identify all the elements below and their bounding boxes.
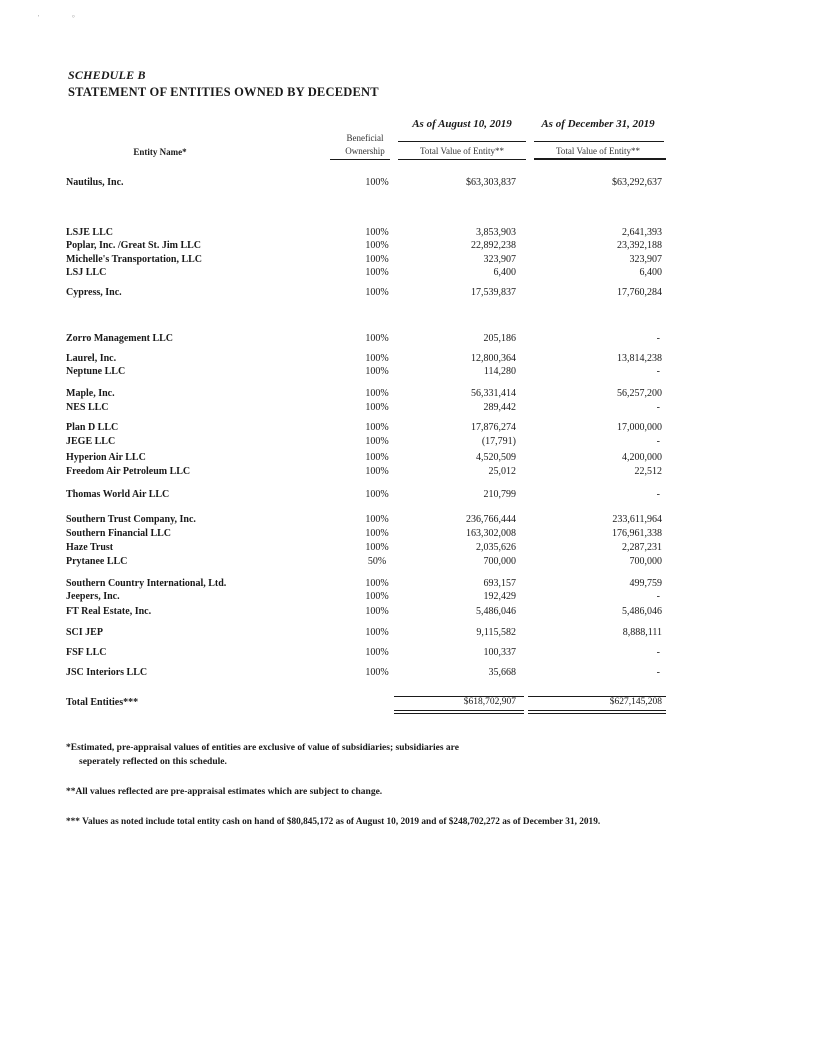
value-dec-2019: - [656,333,660,344]
table-row [0,466,816,480]
value-dec-2019: 56,257,200 [617,388,662,399]
ownership-value: 100% [365,606,389,617]
footnote-1-line2: seperately reflected on this schedule. [79,757,227,767]
value-aug-2019: 12,800,364 [471,353,516,364]
total-dec: $627,145,208 [609,697,662,707]
value-aug-2019: 114,280 [483,366,516,377]
table-row [0,422,816,436]
ownership-value: 100% [365,452,389,463]
total-bottom-rule-dec-2 [528,713,666,714]
entity-name: Laurel, Inc. [66,353,117,364]
entity-name: FSF LLC [66,647,107,658]
table-row [0,366,816,380]
entity-name: Cypress, Inc. [66,287,122,298]
value-aug-2019: 22,892,238 [471,240,516,251]
entity-name: Southern Financial LLC [66,528,172,539]
table-row [0,647,816,661]
total-row [0,697,816,711]
ownership-value: 100% [365,489,389,500]
value-aug-2019: 289,442 [483,402,516,413]
value-aug-2019: 163,302,008 [466,528,516,539]
value-dec-2019: - [656,667,660,678]
date1-header: As of August 10, 2019 [412,118,512,130]
ownership-value: 100% [365,240,389,251]
value-aug-2019: 205,186 [483,333,516,344]
entity-name: Michelle's Transportation, LLC [66,254,203,265]
value-dec-2019: 176,961,338 [612,528,662,539]
value-aug-2019: 2,035,626 [476,542,516,553]
value-aug-2019: 693,157 [483,578,516,589]
table-row [0,528,816,542]
ownership-value: 100% [365,353,389,364]
date1-top-rule [398,141,526,142]
entity-name: Haze Trust [66,542,114,553]
value-dec-2019: - [656,591,660,602]
total-bottom-rule-aug-2 [394,713,524,714]
ownership-value: 100% [365,528,389,539]
ownership-value: 100% [365,254,389,265]
total-aug: $618,702,907 [463,697,516,707]
entity-name: Prytanee LLC [66,556,128,567]
value-dec-2019: 2,287,231 [622,542,662,553]
scan-mark: ° [72,14,75,22]
table-row [0,227,816,241]
value-aug-2019: 236,766,444 [466,514,516,525]
ownership-value: 100% [365,542,389,553]
value-dec-2019: 4,200,000 [622,452,662,463]
ownership-value: 100% [365,627,389,638]
table-row [0,254,816,268]
value-dec-2019: 8,888,111 [622,627,662,638]
value-dec-2019: - [656,402,660,413]
value-aug-2019: 3,853,903 [476,227,516,238]
ownership-header-line1: Beneficial [346,133,384,143]
value-dec-2019: 5,486,046 [622,606,662,617]
schedule-title: SCHEDULE B [68,68,146,82]
ownership-value: 100% [365,177,389,188]
entity-name: Nautilus, Inc. [66,177,124,188]
value-dec-2019: 323,907 [629,254,662,265]
total-bottom-rule-aug-1 [394,710,524,711]
table-row [0,578,816,592]
total-label: Total Entities*** [66,697,139,708]
statement-title: STATEMENT OF ENTITIES OWNED BY DECEDENT [68,85,379,99]
ownership-value: 100% [365,436,389,447]
value-dec-2019: - [656,647,660,658]
value-aug-2019: 700,000 [483,556,516,567]
entity-name: Maple, Inc. [66,388,115,399]
value-dec-2019: 17,760,284 [617,287,662,298]
value-aug-2019: 192,429 [483,591,516,602]
value-dec-2019: 2,641,393 [622,227,662,238]
ownership-value: 100% [365,591,389,602]
scan-mark: ' [38,14,40,22]
value-aug-2019: 56,331,414 [471,388,516,399]
table-row [0,591,816,605]
total-bottom-rule-dec-1 [528,710,666,711]
entity-name: Zorro Management LLC [66,333,174,344]
value-dec-2019: $63,292,637 [612,177,662,188]
value-aug-2019: 323,907 [483,254,516,265]
entity-name: Thomas World Air LLC [66,489,170,500]
value-dec-2019: 233,611,964 [612,514,662,525]
value-aug-2019: $63,303,837 [466,177,516,188]
footnote-3: *** Values as noted include total entity cash on hand of $80,845,172 as of August 10, 2019 and of $248,702,272 as of December 31, 2019. [66,817,601,827]
date2-header-rule [534,158,666,160]
value-aug-2019: 17,539,837 [471,287,516,298]
table-row [0,489,816,503]
table-row [0,606,816,620]
entity-name: NES LLC [66,402,109,413]
value-dec-2019: 23,392,188 [617,240,662,251]
entity-name: JEGE LLC [66,436,116,447]
table-row [0,333,816,347]
table-row [0,436,816,450]
entity-name: Southern Country International, Ltd. [66,578,227,589]
entity-name: Southern Trust Company, Inc. [66,514,196,525]
table-row [0,542,816,556]
value-dec-2019: 13,814,238 [617,353,662,364]
value-dec-2019: - [656,366,660,377]
table-row [0,514,816,528]
entity-name: SCI JEP [66,627,103,638]
ownership-value: 100% [365,514,389,525]
entity-name: LSJ LLC [66,267,107,278]
ownership-value: 100% [365,578,389,589]
entity-name: JSC Interiors LLC [66,667,148,678]
value-dec-2019: - [656,489,660,500]
value-aug-2019: 5,486,046 [476,606,516,617]
table-row [0,267,816,281]
ownership-value: 100% [365,422,389,433]
entity-name-header: Entity Name* [133,147,187,157]
ownership-value: 100% [365,466,389,477]
date1-header-rule [398,159,526,160]
ownership-value: 100% [365,388,389,399]
ownership-value: 50% [367,556,387,567]
table-row [0,556,816,570]
value-dec-2019: 700,000 [629,556,662,567]
ownership-value: 100% [365,402,389,413]
ownership-value: 100% [365,366,389,377]
ownership-value: 100% [365,227,389,238]
date2-subheader: Total Value of Entity** [556,146,640,156]
ownership-value: 100% [365,333,389,344]
footnote-1-line1: *Estimated, pre-appraisal values of entities are exclusive of value of subsidiaries; subsidiaries are [66,743,459,753]
value-aug-2019: 6,400 [493,267,516,278]
entity-name: LSJE LLC [66,227,113,238]
table-row [0,240,816,254]
ownership-value: 100% [365,287,389,298]
entity-name: Freedom Air Petroleum LLC [66,466,191,477]
entity-name: Hyperion Air LLC [66,452,146,463]
entity-name: Plan D LLC [66,422,119,433]
entity-name: Jeepers, Inc. [66,591,120,602]
value-dec-2019: 22,512 [634,466,662,477]
value-dec-2019: 499,759 [629,578,662,589]
value-dec-2019: - [656,436,660,447]
ownership-header-line2: Ownership [345,146,385,156]
table-row [0,402,816,416]
value-dec-2019: 17,000,000 [617,422,662,433]
table-row [0,627,816,641]
value-aug-2019: 210,799 [483,489,516,500]
value-aug-2019: 25,012 [488,466,516,477]
ownership-value: 100% [365,667,389,678]
ownership-value: 100% [365,647,389,658]
table-row [0,667,816,681]
table-row [0,452,816,466]
entity-name: Poplar, Inc. /Great St. Jim LLC [66,240,202,251]
value-aug-2019: 17,876,274 [471,422,516,433]
value-aug-2019: 4,520,509 [476,452,516,463]
entity-name: Neptune LLC [66,366,126,377]
value-aug-2019: 9,115,582 [476,627,516,638]
table-row [0,177,816,191]
date1-subheader: Total Value of Entity** [420,146,504,156]
entity-name: FT Real Estate, Inc. [66,606,152,617]
table-row [0,388,816,402]
value-aug-2019: 100,337 [483,647,516,658]
date2-header: As of December 31, 2019 [541,118,655,130]
ownership-header-rule [330,159,390,160]
value-aug-2019: (17,791) [481,436,516,447]
table-row [0,287,816,301]
value-aug-2019: 35,668 [488,667,516,678]
value-dec-2019: 6,400 [639,267,662,278]
ownership-value: 100% [365,267,389,278]
table-row [0,353,816,367]
date2-top-rule [534,141,664,142]
footnote-2: **All values reflected are pre-appraisal estimates which are subject to change. [66,787,383,797]
